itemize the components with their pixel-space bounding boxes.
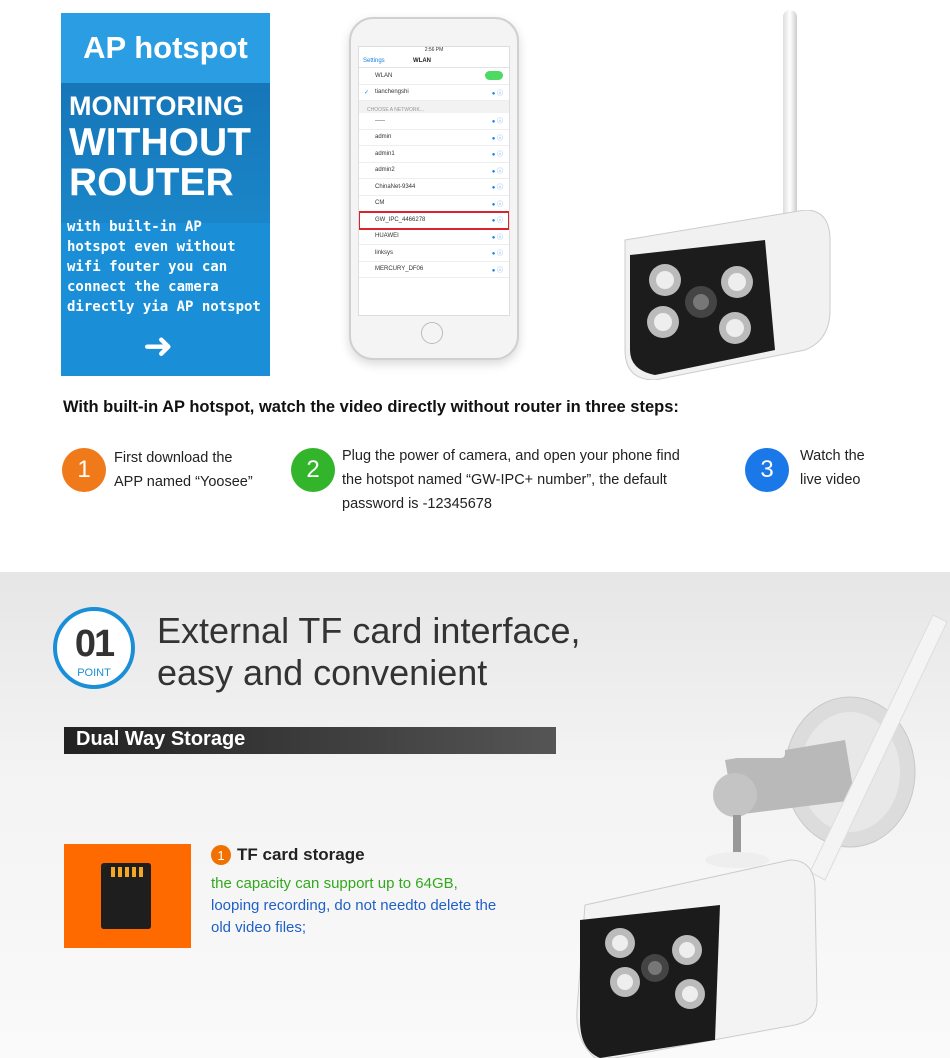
- headline-line2: easy and convenient: [157, 652, 488, 693]
- network-name: GW_IPC_4466278: [375, 216, 426, 223]
- network-name: MERCURY_DF06: [375, 266, 424, 273]
- wifi-info-icon[interactable]: ● ⓘ: [491, 152, 503, 159]
- network-row[interactable]: [359, 130, 509, 147]
- settings-nav: [359, 55, 509, 68]
- tf-desc-looping: looping recording, do not needto delete the: [211, 897, 497, 914]
- phone-screen: [358, 46, 510, 316]
- step-3-number: 3: [745, 448, 789, 492]
- point-number: 01: [74, 623, 114, 665]
- home-button: [421, 322, 443, 344]
- network-row[interactable]: [359, 212, 509, 229]
- wifi-info-icon[interactable]: ● ⓘ: [491, 251, 503, 258]
- step-1-line1: First download the: [114, 450, 233, 466]
- network-name: admin: [375, 134, 392, 141]
- network-name: tianchengshi: [375, 89, 409, 96]
- point-badge: [53, 607, 135, 689]
- wifi-info-icon[interactable]: ● ⓘ: [491, 267, 503, 274]
- ap-card-header: AP hotspot: [61, 13, 270, 83]
- network-name: -----: [375, 117, 385, 124]
- wifi-info-icon[interactable]: ● ⓘ: [491, 218, 503, 225]
- step-2-text: [342, 444, 680, 516]
- wifi-info-icon[interactable]: ● ⓘ: [491, 135, 503, 142]
- step-2-line3: password is -12345678: [342, 496, 492, 512]
- tf-desc-capacity: the capacity can support up to 64GB,: [211, 875, 458, 892]
- camera-image: [615, 210, 835, 380]
- headline-line1: External TF card interface,: [157, 610, 581, 651]
- camera-antenna: [783, 10, 797, 225]
- ap-hotspot-card: [61, 13, 270, 376]
- tf-title: TF card storage: [237, 845, 365, 864]
- network-list: [359, 113, 509, 278]
- step-1-number: 1: [62, 448, 106, 492]
- ap-card-line3: ROUTER: [69, 161, 234, 204]
- ap-card-description: with built-in AP hotspot even without wifi fouter you can connect the camera directly yia AP notspot: [67, 219, 261, 315]
- network-name: admin2: [375, 167, 395, 174]
- arrow-right-icon: ➜: [143, 325, 174, 366]
- step-1-text: [114, 446, 253, 494]
- camera-mounted-image: [555, 610, 950, 1058]
- network-row[interactable]: [359, 262, 509, 279]
- wifi-info-icon[interactable]: ● ⓘ: [491, 168, 503, 175]
- tf-desc-old-files: old video files;: [211, 919, 307, 936]
- tf-description: [211, 873, 556, 939]
- step-3-text: [800, 444, 865, 492]
- network-row[interactable]: [359, 146, 509, 163]
- network-name: admin1: [375, 150, 395, 157]
- wifi-info-icon[interactable]: ● ⓘ: [491, 201, 503, 208]
- wifi-info-icon[interactable]: ● ⓘ: [491, 119, 503, 126]
- network-row[interactable]: [359, 196, 509, 213]
- step-2-line2: the hotspot named “GW-IPC+ number”, the default: [342, 472, 667, 488]
- wifi-info-icon[interactable]: ● ⓘ: [491, 234, 503, 241]
- point-label: POINT: [77, 667, 111, 679]
- sd-card-icon: [101, 863, 151, 929]
- ap-card-line2: WITHOUT: [69, 121, 251, 164]
- network-section-label: CHOOSE A NETWORK...: [359, 101, 509, 113]
- back-link[interactable]: Settings: [363, 58, 385, 64]
- network-name: ChinaNet-9344: [375, 183, 416, 190]
- network-name: CM: [375, 200, 385, 207]
- network-row[interactable]: [359, 229, 509, 246]
- step-2-number: 2: [291, 448, 335, 492]
- ap-card-line2-3: [69, 123, 251, 203]
- tf-number-badge: 1: [211, 845, 231, 865]
- wlan-toggle-row[interactable]: [359, 68, 509, 85]
- dual-storage-bar: [64, 727, 556, 754]
- step-3-line2: live video: [800, 472, 861, 488]
- network-row[interactable]: [359, 245, 509, 262]
- wifi-info-icon[interactable]: ● ⓘ: [491, 90, 503, 97]
- network-name: linksys: [375, 249, 394, 256]
- network-name: HUAWEI: [375, 233, 399, 240]
- step-1-line2: APP named “Yoosee”: [114, 474, 253, 490]
- steps-title: With built-in AP hotspot, watch the video directly without router in three steps:: [63, 398, 679, 416]
- wlan-toggle[interactable]: [485, 71, 503, 80]
- wlan-label: WLAN: [375, 72, 393, 79]
- dual-storage-label: Dual Way Storage: [76, 728, 246, 750]
- network-row[interactable]: [359, 113, 509, 130]
- status-bar: 2:56 PM: [424, 47, 444, 53]
- wifi-info-icon[interactable]: ● ⓘ: [491, 185, 503, 192]
- step-3-line1: Watch the: [800, 448, 865, 464]
- connected-network-row[interactable]: [359, 85, 509, 102]
- step-2-line1: Plug the power of camera, and open your phone find: [342, 448, 680, 464]
- nav-title: WLAN: [413, 58, 431, 64]
- checkmark-icon: ✓: [364, 89, 370, 96]
- feature-headline: [157, 610, 581, 694]
- ap-card-line1: MONITORING: [69, 91, 244, 121]
- network-row[interactable]: [359, 163, 509, 180]
- network-row[interactable]: [359, 179, 509, 196]
